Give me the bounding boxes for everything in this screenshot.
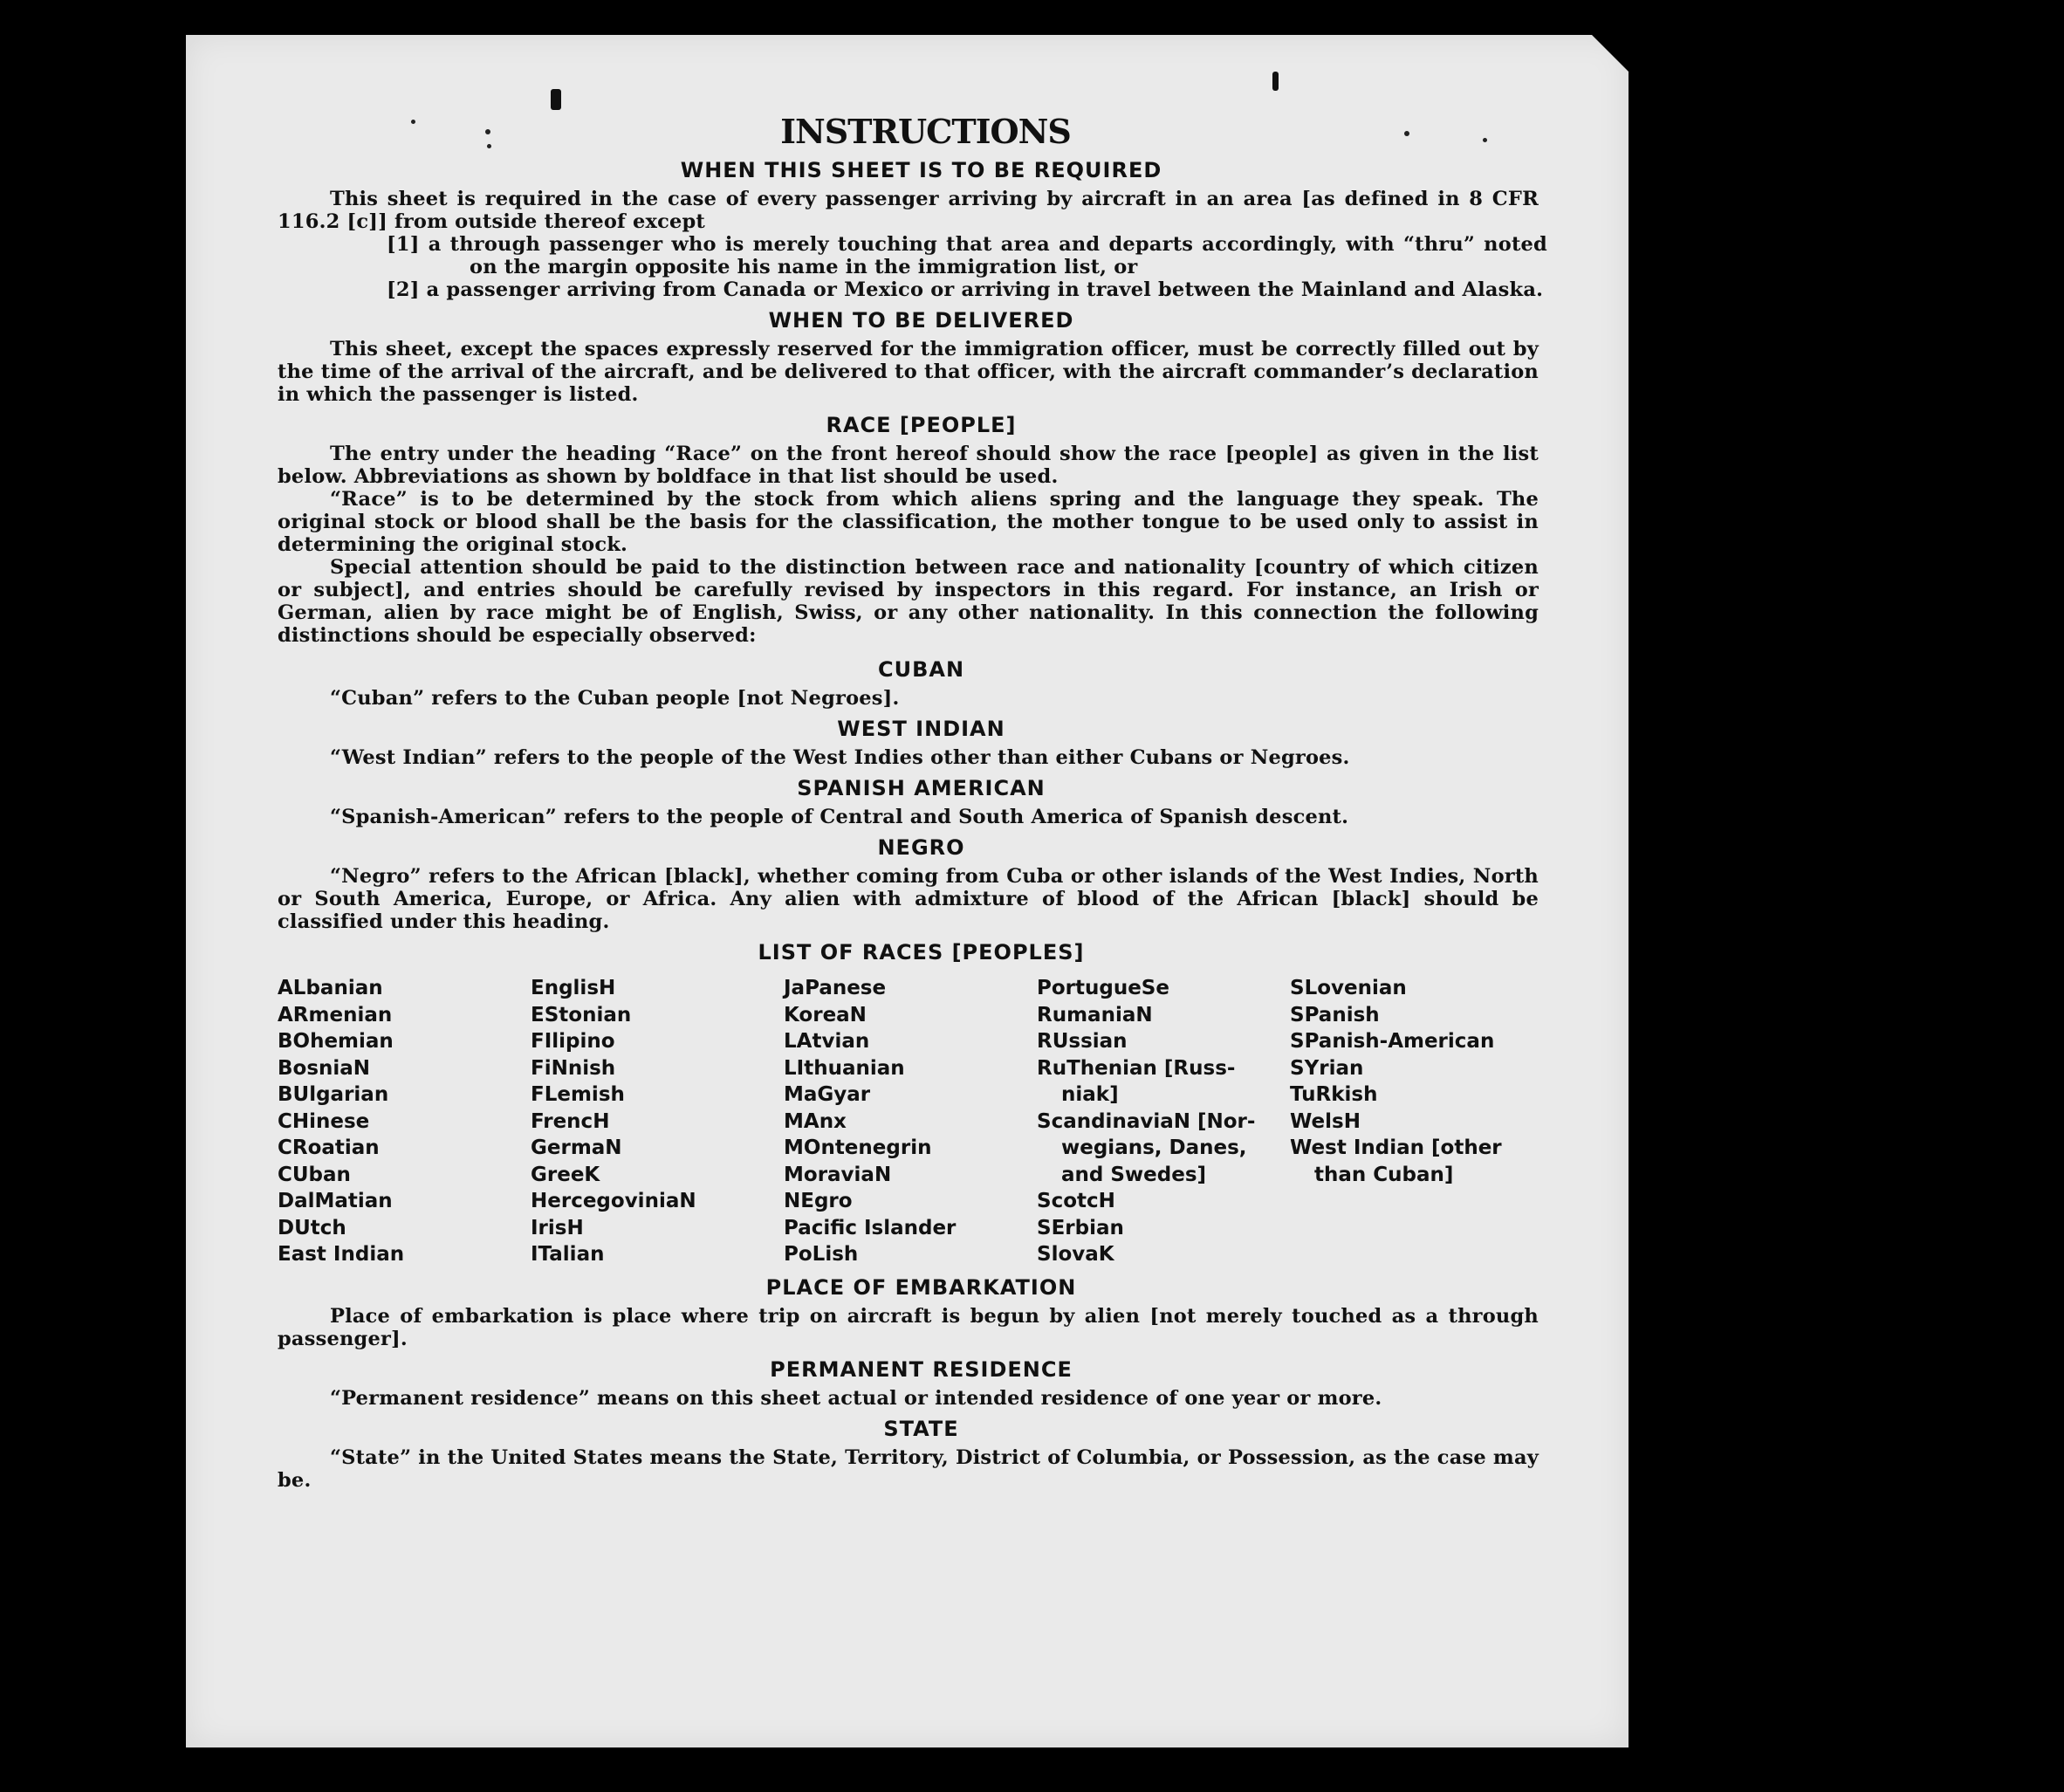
race-item: Pacific Islander bbox=[784, 1216, 957, 1239]
race-item: FrencH bbox=[531, 1109, 610, 1133]
punch-hole-mark-left bbox=[551, 89, 561, 110]
cuban-text: “Cuban” refers to the Cuban people [not Negroes]. bbox=[330, 687, 900, 710]
race-paragraph-3: Special attention should be paid to the distinction between race and nationality [country of which citizen or subject], and entries should be carefully revised by inspectors in this regard. For instance, an Irish or German, alien by race might be of English, Swiss, or any other nationality. In this connection the following distinctions should be especially observed: bbox=[278, 556, 1539, 647]
race-item: SLovenian bbox=[1290, 977, 1407, 999]
race-item: West Indian [other bbox=[1290, 1136, 1502, 1159]
section-heading-when-delivered: WHEN TO BE DELIVERED bbox=[768, 308, 1074, 333]
races-column-5 bbox=[1290, 975, 1543, 1268]
when-required-item-2: [2] a passenger arriving from Canada or Mexico or arriving in travel between the Mainland and Alaska. bbox=[387, 278, 1544, 301]
race-item: CHinese bbox=[278, 1109, 370, 1133]
race-item: BOhemian bbox=[278, 1030, 394, 1053]
race-item: CUban bbox=[278, 1163, 351, 1186]
races-column-2 bbox=[531, 975, 784, 1268]
race-item: SPanish bbox=[1290, 1003, 1380, 1026]
section-heading-state: STATE bbox=[883, 1416, 959, 1441]
races-column-3 bbox=[784, 975, 1037, 1268]
race-item: SErbian bbox=[1037, 1216, 1124, 1239]
race-item: IrisH bbox=[531, 1216, 584, 1239]
west-indian-text: “West Indian” refers to the people of the West Indies other than either Cubans or Negroes. bbox=[330, 746, 1350, 769]
page-title: INSTRUCTIONS bbox=[780, 112, 1071, 151]
race-item: BUlgarian bbox=[278, 1083, 389, 1106]
section-heading-embarkation: PLACE OF EMBARKATION bbox=[765, 1274, 1077, 1300]
race-item: RumaniaN bbox=[1037, 1003, 1153, 1026]
race-item: MaGyar bbox=[784, 1083, 871, 1106]
section-heading-list-of-races: LIST OF RACES [PEOPLES] bbox=[758, 940, 1085, 965]
race-item: TuRkish bbox=[1290, 1083, 1378, 1106]
race-item: GreeK bbox=[531, 1163, 600, 1186]
races-column-4 bbox=[1037, 975, 1290, 1268]
section-heading-permanent-residence: PERMANENT RESIDENCE bbox=[770, 1356, 1073, 1382]
race-item: ITalian bbox=[531, 1243, 605, 1266]
race-item: BosniaN bbox=[278, 1056, 371, 1080]
race-item: DUtch bbox=[278, 1216, 346, 1239]
section-heading-spanish-american: SPANISH AMERICAN bbox=[797, 776, 1046, 800]
race-item: SYrian bbox=[1290, 1056, 1364, 1080]
races-list bbox=[278, 975, 1547, 1268]
race-item: and Swedes] bbox=[1061, 1163, 1207, 1186]
race-item: RUssian bbox=[1037, 1030, 1128, 1053]
race-item: SlovaK bbox=[1037, 1243, 1114, 1266]
section-heading-when-required: WHEN THIS SHEET IS TO BE REQUIRED bbox=[680, 158, 1162, 182]
race-item: MOntenegrin bbox=[784, 1136, 932, 1159]
section-heading-west-indian: WEST INDIAN bbox=[837, 717, 1005, 741]
race-item: than Cuban] bbox=[1314, 1163, 1454, 1186]
punch-hole-mark-right bbox=[1272, 72, 1279, 91]
when-required-item-1: [1] a through passenger who is merely touching that area and departs accordingly, with “thru” noted on the margin opposite his name in the immigration list, or bbox=[387, 233, 1547, 278]
race-item: MoraviaN bbox=[784, 1163, 892, 1186]
spanish-american-text: “Spanish-American” refers to the people of Central and South America of Spanish descent. bbox=[330, 806, 1349, 828]
race-item: PoLish bbox=[784, 1243, 859, 1266]
race-item: FLemish bbox=[531, 1083, 625, 1106]
race-item: NEgro bbox=[784, 1190, 853, 1212]
race-item: LAtvian bbox=[784, 1030, 870, 1053]
race-item: niak] bbox=[1061, 1083, 1119, 1106]
race-item: CRoatian bbox=[278, 1136, 380, 1159]
race-item: EStonian bbox=[531, 1003, 632, 1026]
race-item: FiNnish bbox=[531, 1056, 616, 1080]
race-item: MAnx bbox=[784, 1109, 847, 1133]
race-item: WelsH bbox=[1290, 1109, 1361, 1133]
race-item: RuThenian [Russ- bbox=[1037, 1056, 1236, 1080]
section-heading-race: RACE [PEOPLE] bbox=[826, 413, 1017, 437]
race-item: KoreaN bbox=[784, 1003, 867, 1026]
race-item: ScotcH bbox=[1037, 1190, 1115, 1212]
race-item: PortugueSe bbox=[1037, 977, 1169, 999]
embarkation-text: Place of embarkation is place where trip on aircraft is begun by alien [not merely touched as a through passenger]. bbox=[278, 1304, 1539, 1350]
race-item: DalMatian bbox=[278, 1190, 393, 1212]
race-paragraph-1: The entry under the heading “Race” on the front hereof should show the race [people] as given in the list below. Abbreviations as shown by boldface in that list should be used. bbox=[278, 443, 1539, 488]
race-item: GermaN bbox=[531, 1136, 622, 1159]
section-heading-cuban: CUBAN bbox=[877, 657, 965, 682]
negro-text: “Negro” refers to the African [black], whether coming from Cuba or other islands of the West Indies, North or South America, Europe, or Africa. Any alien with admixture of blood of the African [black] should be classified under this heading. bbox=[278, 865, 1539, 933]
race-item: FIlipino bbox=[531, 1030, 615, 1053]
race-item: ScandinaviaN [Nor- bbox=[1037, 1109, 1256, 1133]
race-item: LIthuanian bbox=[784, 1056, 905, 1080]
race-item: SPanish-American bbox=[1290, 1030, 1495, 1053]
race-item: East Indian bbox=[278, 1243, 405, 1266]
page-corner-fold bbox=[1592, 35, 1629, 72]
race-paragraph-2: “Race” is to be determined by the stock from which aliens spring and the language they speak. The original stock or blood shall be the basis for the classification, the mother tongue to be used only to assist in determining the original stock. bbox=[278, 488, 1539, 556]
race-item: HercegoviniaN bbox=[531, 1190, 696, 1212]
race-item: ALbanian bbox=[278, 977, 383, 999]
section-heading-negro: NEGRO bbox=[877, 835, 965, 860]
state-text: “State” in the United States means the State, Territory, District of Columbia, or Possession, as the case may be. bbox=[278, 1445, 1539, 1492]
instructions-content bbox=[269, 112, 1547, 1492]
race-item: EnglisH bbox=[531, 977, 616, 999]
race-item: JaPanese bbox=[784, 977, 887, 999]
when-delivered-text: This sheet, except the spaces expressly reserved for the immigration officer, must be correctly filled out by the time of the arrival of the aircraft, and be delivered to that officer, with the aircraft commander’s declaration in which the passenger is listed. bbox=[278, 338, 1539, 406]
permanent-residence-text: “Permanent residence” means on this sheet actual or intended residence of one year or more. bbox=[330, 1386, 1382, 1410]
document-page bbox=[186, 35, 1629, 1747]
races-column-1 bbox=[278, 975, 531, 1268]
when-required-intro: This sheet is required in the case of every passenger arriving by aircraft in an area [as defined in 8 CFR 116.2 [c]] from outside thereof except bbox=[278, 188, 1539, 233]
race-item: wegians, Danes, bbox=[1061, 1136, 1247, 1159]
race-item: ARmenian bbox=[278, 1003, 393, 1026]
